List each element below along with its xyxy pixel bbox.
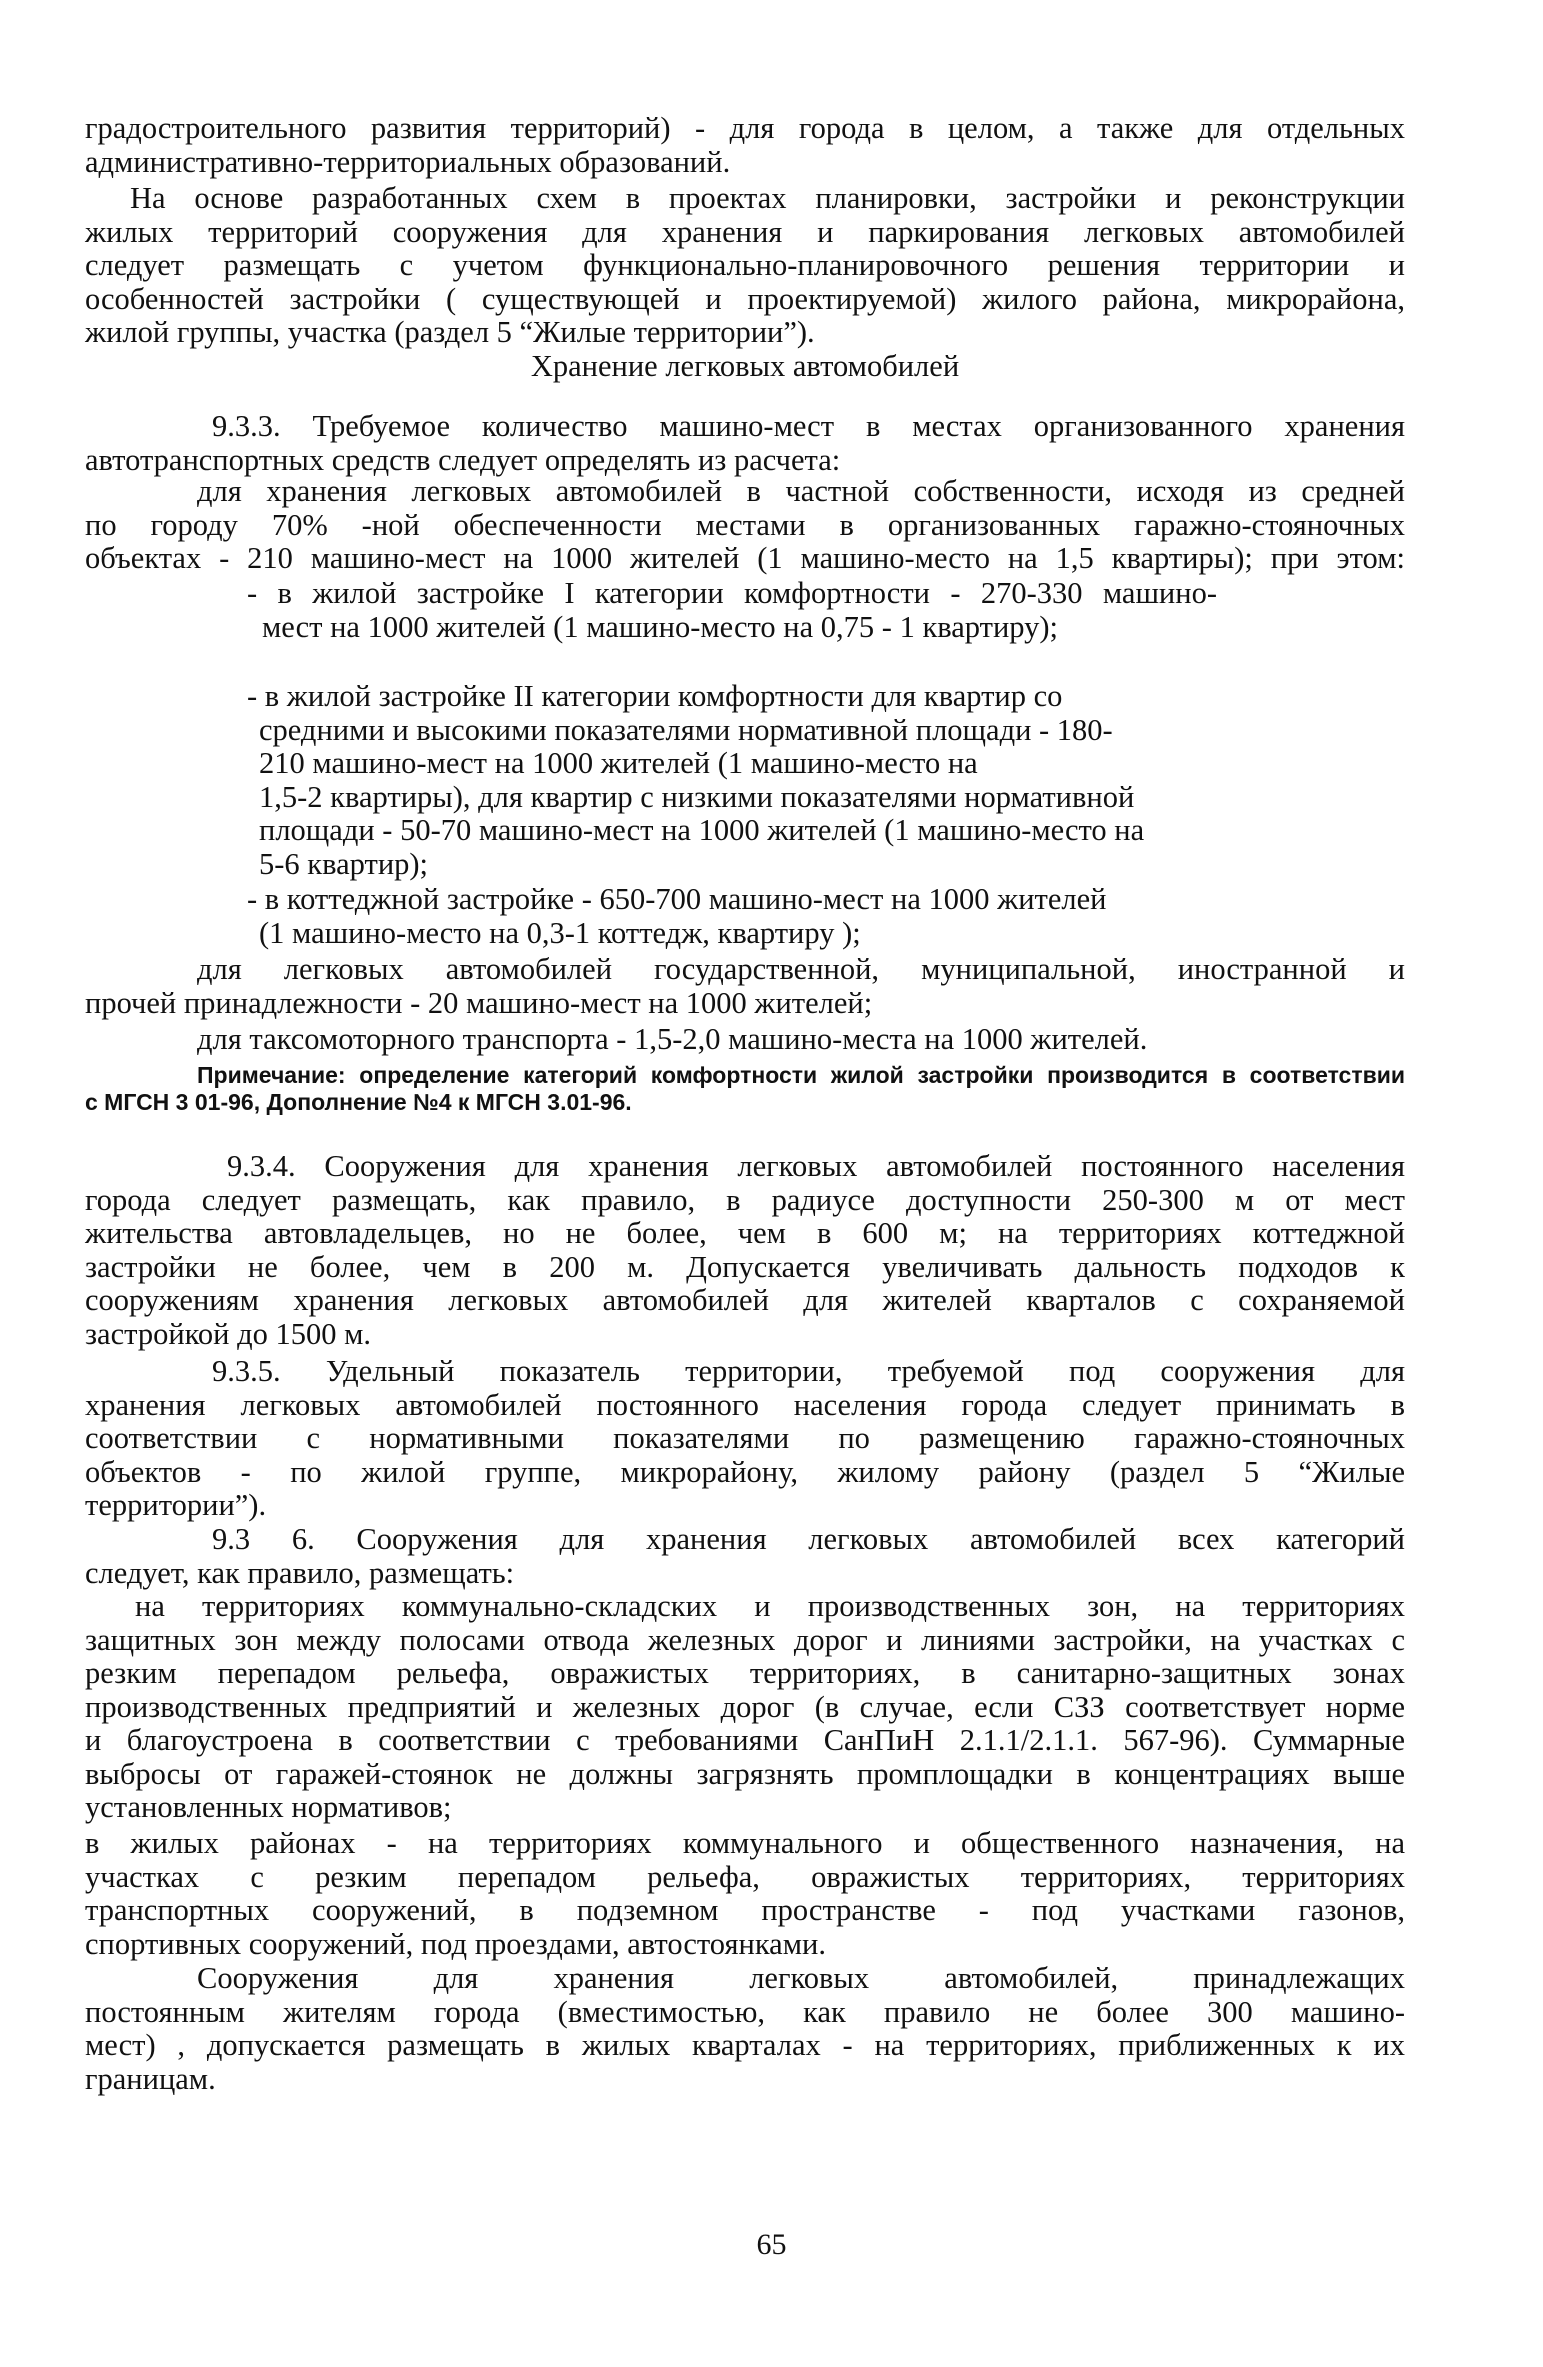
text-line: 5-6 квартир); bbox=[259, 846, 429, 881]
text-line: - в коттеджной застройке - 650-700 машино-мест на 1000 жителей bbox=[247, 882, 1107, 916]
paragraph-9-3-5 bbox=[85, 1355, 1405, 1523]
text-line: градостроительного развития территорий) - для города в целом, а также для отдельных bbox=[85, 111, 1405, 145]
paragraph-permanent-residents bbox=[85, 1962, 1405, 2096]
text-line: 1,5-2 квартиры), для квартир с низкими показателями нормативной bbox=[259, 779, 1135, 814]
list-item-category-1 bbox=[247, 577, 1217, 644]
heading-text: Хранение легковых автомобилей bbox=[530, 349, 960, 383]
paragraph-9-3-6 bbox=[85, 1523, 1405, 1590]
paragraph-industrial-zones bbox=[85, 1590, 1405, 1825]
note-line: Примечание: определение категорий комфортности жилой застройки производится в соответствии bbox=[197, 1062, 1405, 1088]
text-line: в жилых районах - на территориях коммунального и общественного назначения, на bbox=[85, 1826, 1405, 1860]
text-line: 9.3.3. Требуемое количество машино-мест в местах организованного хранения bbox=[212, 409, 1405, 443]
page-number: 65 bbox=[756, 2228, 787, 2261]
paragraph-private bbox=[85, 475, 1405, 576]
paragraph-residential-areas bbox=[85, 1827, 1405, 1961]
text-line: жилых территорий сооружения для хранения и паркирования легковых автомобилей bbox=[85, 214, 1405, 249]
note-line: с МГСН 3 01-96, Дополнение №4 к МГСН 3.01-96. bbox=[85, 1089, 632, 1115]
paragraph-intro bbox=[85, 112, 1405, 179]
text-line: города следует размещать, как правило, в радиусе доступности 250-300 м от мест bbox=[85, 1182, 1405, 1217]
text-line: и благоустроена в соответствии с требованиями СанПиН 2.1.1/2.1.1. 567-96). Суммарные bbox=[85, 1723, 1405, 1757]
text-line: 9.3.5. Удельный показатель территории, требуемой под сооружения для bbox=[212, 1354, 1405, 1388]
text-line: площади - 50-70 машино-мест на 1000 жителей (1 машино-место на bbox=[259, 813, 1145, 847]
text-line: особенностей застройки ( существующей и проектируемой) жилого района, микрорайона, bbox=[85, 281, 1405, 316]
paragraph-taxi bbox=[85, 1023, 1405, 1057]
text-line: средними и высокими показателями нормативной площади - 180- bbox=[259, 712, 1113, 747]
text-line: производственных предприятий и железных дорог (в случае, если СЗЗ соответствует норме bbox=[85, 1689, 1405, 1724]
text-line: 9.3 6. Сооружения для хранения легковых автомобилей всех категорий bbox=[212, 1522, 1405, 1556]
text-line: резким перепадом рельефа, овражистых территориях, в санитарно-защитных зонах bbox=[85, 1656, 1405, 1690]
text-line: объектах - 210 машино-мест на 1000 жителей (1 машино-место на 1,5 квартиры); при этом: bbox=[85, 541, 1405, 575]
text-line: для хранения легковых автомобилей в частной собственности, исходя из средней bbox=[197, 474, 1405, 508]
text-line: застройкой до 1500 м. bbox=[85, 1316, 372, 1351]
text-line: (1 машино-место на 0,3-1 коттедж, квартиру ); bbox=[259, 915, 861, 950]
text-line: выбросы от гаражей-стоянок не должны загрязнять промплощадки в концентрациях выше bbox=[85, 1756, 1405, 1791]
text-line: На основе разработанных схем в проектах планировки, застройки и реконструкции bbox=[130, 181, 1405, 215]
text-line: - в жилой застройке I категории комфортности - 270-330 машино- bbox=[247, 576, 1217, 610]
text-line: 210 машино-мест на 1000 жителей (1 машино-место на bbox=[259, 746, 978, 780]
text-line: административно-территориальных образований. bbox=[85, 144, 731, 179]
text-line: транспортных сооружений, в подземном пространстве - под участками газонов, bbox=[85, 1893, 1405, 1927]
text-line: автотранспортных средств следует определять из расчета: bbox=[85, 442, 841, 477]
text-line: по городу 70% -ной обеспеченности местами в организованных гаражно-стояночных bbox=[85, 507, 1405, 542]
text-line: жилой группы, участка (раздел 5 “Жилые территории”). bbox=[85, 315, 815, 349]
section-heading bbox=[85, 350, 1405, 384]
list-item-category-2 bbox=[247, 680, 1217, 881]
paragraph-9-3-3 bbox=[85, 410, 1405, 477]
text-line: мест на 1000 жителей (1 машино-место на 0,75 - 1 квартиру); bbox=[262, 609, 1059, 644]
text-line: мест) , допускается размещать в жилых кварталах - на территориях, приближенных к их bbox=[85, 2028, 1405, 2062]
text-line: прочей принадлежности - 20 машино-мест на 1000 жителей; bbox=[85, 985, 873, 1020]
text-line: сооружениям хранения легковых автомобилей для жителей кварталов с сохраняемой bbox=[85, 1283, 1405, 1317]
note-block bbox=[85, 1062, 1405, 1116]
text-line: на территориях коммунально-складских и производственных зон, на территориях bbox=[135, 1589, 1405, 1623]
text-line: хранения легковых автомобилей постоянного населения города следует принимать в bbox=[85, 1387, 1405, 1422]
text-line: постоянным жителям города (вместимостью, как правило не более 300 машино- bbox=[85, 1994, 1405, 2029]
text-line: объектов - по жилой группе, микрорайону, жилому району (раздел 5 “Жилые bbox=[85, 1454, 1405, 1489]
text-line: спортивных сооружений, под проездами, автостоянками. bbox=[85, 1926, 826, 1961]
text-line: - в жилой застройке II категории комфортности для квартир со bbox=[247, 679, 1063, 713]
text-line: установленных нормативов; bbox=[85, 1790, 452, 1824]
text-line: следует, как правило, размещать: bbox=[85, 1555, 515, 1590]
text-line: Сооружения для хранения легковых автомобилей, принадлежащих bbox=[197, 1961, 1405, 1995]
text-line: защитных зон между полосами отвода железных дорог и линиями застройки, на участках с bbox=[85, 1622, 1405, 1657]
text-line: участках с резким перепадом рельефа, овражистых территориях, территориях bbox=[85, 1859, 1405, 1894]
text-line: территории”). bbox=[85, 1488, 267, 1522]
text-line: застройки не более, чем в 200 м. Допускается увеличивать дальность подходов к bbox=[85, 1249, 1405, 1284]
text-line: границам. bbox=[85, 2061, 216, 2096]
paragraph-9-3-4 bbox=[85, 1150, 1405, 1351]
text-line: жительства автовладельцев, но не более, чем в 600 м; на территориях коттеджной bbox=[85, 1216, 1405, 1250]
text-line: соответствии с нормативными показателями по размещению гаражно-стояночных bbox=[85, 1421, 1405, 1455]
text-line: следует размещать с учетом функционально-планировочного решения территории и bbox=[85, 248, 1405, 282]
text-line: 9.3.4. Сооружения для хранения легковых автомобилей постоянного населения bbox=[227, 1149, 1405, 1183]
list-item-cottage bbox=[247, 883, 1217, 950]
text-line: для таксомоторного транспорта - 1,5-2,0 машино-места на 1000 жителей. bbox=[197, 1022, 1148, 1056]
paragraph-state-owned bbox=[85, 953, 1405, 1020]
paragraph-schemes bbox=[85, 182, 1405, 350]
text-line: для легковых автомобилей государственной, муниципальной, иностранной и bbox=[197, 952, 1405, 986]
